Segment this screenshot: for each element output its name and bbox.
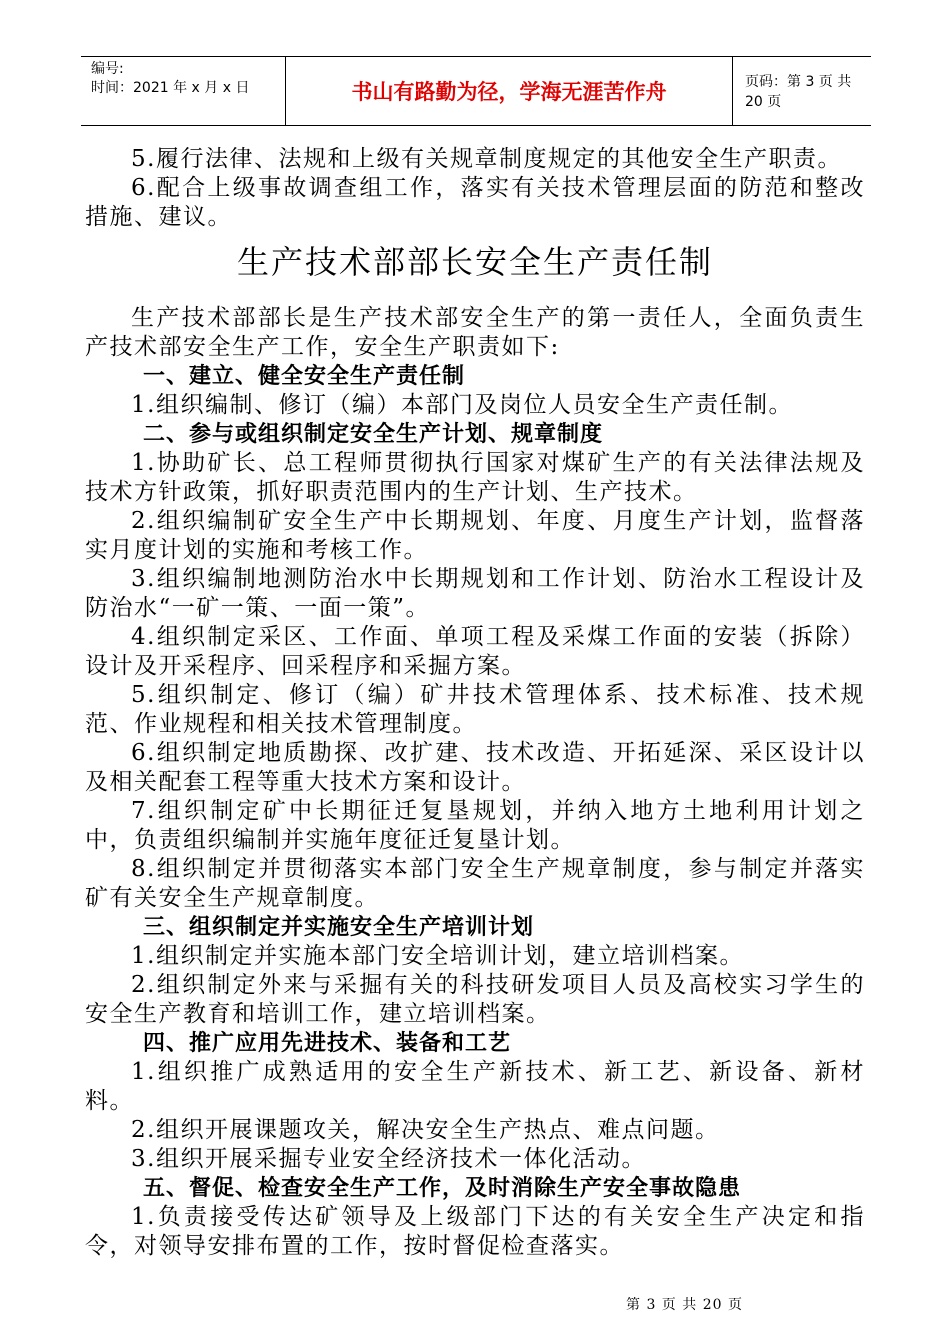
list-item: 1.协助矿长、总工程师贯彻执行国家对煤矿生产的有关法律法规及技术方针政策，抓好职责范围内的生产计划、生产技术。 — [85, 450, 865, 505]
section-heading-3: 三、组织制定并实施安全生产培训计划 — [143, 915, 535, 940]
document-number-label: 编号: — [91, 61, 124, 77]
page-header — [81, 56, 871, 126]
list-item: 2.组织编制矿安全生产中长期规划、年度、月度生产计划，监督落实月度计划的实施和考核工作。 — [85, 508, 865, 563]
section-heading-5: 五、督促、检查安全生产工作，及时消除生产安全事故隐患 — [143, 1176, 742, 1201]
list-item: 6.组织制定地质勘探、改扩建、技术改造、开拓延深、采区设计以及相关配套工程等重大技术方案和设计。 — [85, 740, 865, 795]
section-heading-1: 一、建立、健全安全生产责任制 — [143, 364, 466, 389]
list-item: 2.组织制定外来与采掘有关的科技研发项目人员及高校实习学生的安全生产教育和培训工作，建立培训档案。 — [85, 972, 865, 1027]
header-meta — [81, 57, 285, 125]
list-item: 4.组织制定采区、工作面、单项工程及采煤工作面的安装（拆除）设计及开采程序、回采程序和采掘方案。 — [85, 624, 865, 679]
section-heading-4: 四、推广应用先进技术、装备和工艺 — [143, 1031, 512, 1056]
list-item: 7.组织制定矿中长期征迁复垦规划，并纳入地方土地利用计划之中，负责组织编制并实施年度征迁复垦计划。 — [85, 798, 865, 853]
document-body — [85, 145, 865, 1261]
section-heading-2: 二、参与或组织制定安全生产计划、规章制度 — [143, 422, 604, 447]
list-item: 1.负责接受传达矿领导及上级部门下达的有关安全生产决定和指令，对领导安排布置的工作，按时督促检查落实。 — [85, 1204, 865, 1259]
list-item: 1.组织编制、修订（编）本部门及岗位人员安全生产责任制。 — [131, 392, 793, 418]
document-time: 时间：2021 年 x 月 x 日 — [91, 80, 250, 96]
list-item: 3.组织编制地测防治水中长期规划和工作计划、防治水工程设计及防治水“一矿一策、一面一策”。 — [85, 566, 865, 621]
list-item: 3.组织开展采掘专业安全经济技术一体化活动。 — [131, 1146, 646, 1172]
header-motto: 书山有路勤为径，学海无涯苦作舟 — [351, 80, 667, 104]
list-item: 1.组织制定并实施本部门安全培训计划，建立培训档案。 — [131, 943, 744, 969]
paragraph-intro-1: 5.履行法律、法规和上级有关规章制度规定的其他安全生产职责。 — [131, 146, 842, 172]
document-title: 生产技术部部长安全生产责任制 — [236, 243, 713, 281]
list-item: 2.组织开展课题攻关，解决安全生产热点、难点问题。 — [131, 1117, 720, 1143]
list-item: 1.组织推广成熟适用的安全生产新技术、新工艺、新设备、新材料。 — [85, 1059, 865, 1114]
header-motto-cell — [285, 57, 733, 125]
lead-paragraph: 生产技术部部长是生产技术部安全生产的第一责任人，全面负责生产技术部安全生产工作，安全生产职责如下: — [85, 305, 865, 360]
header-page-info: 页码：第 3 页 共 20 页 — [745, 74, 852, 110]
paragraph-intro-2: 6.配合上级事故调查组工作，落实有关技术管理层面的防范和整改措施、建议。 — [85, 175, 865, 230]
page-footer: 第 3 页 共 20 页 — [626, 1297, 743, 1313]
list-item: 5.组织制定、修订（编）矿井技术管理体系、技术标准、技术规范、作业规程和相关技术管理制度。 — [85, 682, 865, 737]
list-item: 8.组织制定并贯彻落实本部门安全生产规章制度，参与制定并落实矿有关安全生产规章制度。 — [85, 856, 865, 911]
